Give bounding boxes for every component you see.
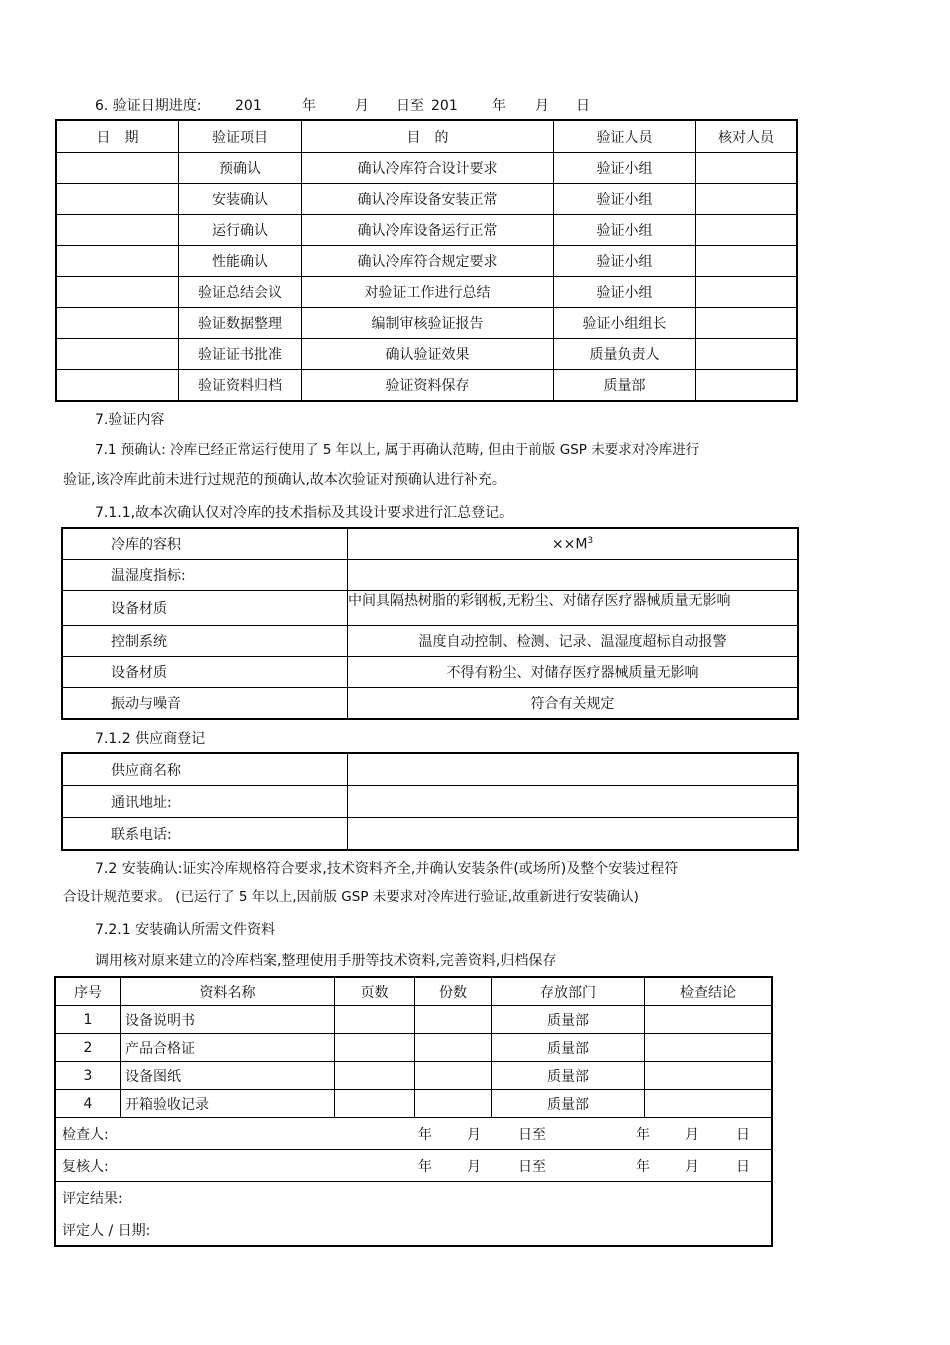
cell-doc-name: 设备说明书: [121, 1006, 335, 1034]
cell-checker: [696, 184, 797, 215]
cell-date: [57, 277, 179, 308]
table-row: [63, 688, 798, 719]
header-dept: 存放部门: [492, 978, 645, 1006]
checker-date-month: 月: [467, 1127, 481, 1143]
header-copies: 份数: [415, 978, 492, 1006]
cell-date: [57, 246, 179, 277]
reviewer-row: [56, 1150, 772, 1182]
cell-purpose: 确认冷库设备运行正常: [302, 215, 554, 246]
cell-item: 安装确认: [179, 184, 302, 215]
documents-table: [55, 977, 772, 1246]
table-row: [63, 657, 798, 688]
cell-pages: [335, 1034, 415, 1062]
header-date: 日 期: [57, 121, 179, 153]
para-7-1-2: 7.1.2 供应商登记: [95, 731, 206, 747]
table-row: [57, 370, 797, 401]
checker-row: [56, 1118, 772, 1150]
header-staff: 验证人员: [554, 121, 696, 153]
spec-label: 设备材质: [63, 591, 348, 626]
supplier-label: 通讯地址:: [63, 786, 348, 818]
table-row: [57, 153, 797, 184]
table-row: [63, 786, 798, 818]
cell-date: [57, 339, 179, 370]
checker-label: 检查人:: [62, 1127, 109, 1143]
para-7-1-line1: 7.1 预确认: 冷库已经正常运行使用了 5 年以上, 属于再确认范畴, 但由于前版 GSP 未要求对冷库进行: [95, 442, 700, 458]
cell-date: [57, 308, 179, 339]
table-row: [63, 626, 798, 657]
evaluation-result-label: 评定结果:: [62, 1191, 123, 1207]
cell-dept: 质量部: [492, 1006, 645, 1034]
supplier-value: [348, 754, 798, 786]
cell-purpose: 确认验证效果: [302, 339, 554, 370]
cell-item: 验证证书批准: [179, 339, 302, 370]
cell-index: 4: [56, 1090, 121, 1118]
reviewer-date-year: 年: [418, 1159, 432, 1175]
table-row: [56, 1090, 772, 1118]
schedule-heading: [95, 96, 590, 116]
reviewer-date-month-2: 月: [685, 1159, 699, 1175]
reviewer-label: 复核人:: [62, 1159, 109, 1175]
header-pages: 页数: [335, 978, 415, 1006]
spec-value: 中间具隔热树脂的彩钢板,无粉尘、对储存医疗器械质量无影响: [348, 591, 798, 626]
header-conclusion: 检查结论: [645, 978, 772, 1006]
checker-date-to: 日至: [518, 1127, 546, 1143]
cell-purpose: 对验证工作进行总结: [302, 277, 554, 308]
cell-checker: [696, 370, 797, 401]
supplier-value: [348, 786, 798, 818]
cell-conclusion: [645, 1062, 772, 1090]
cell-staff: 验证小组组长: [554, 308, 696, 339]
cell-item: 运行确认: [179, 215, 302, 246]
checker-date-year-2: 年: [636, 1127, 650, 1143]
para-7-2-line2: 合设计规范要求。 (已运行了 5 年以上,因前版 GSP 未要求对冷库进行验证,故重新进行安装确认): [63, 889, 639, 905]
cell-purpose: 编制审核验证报告: [302, 308, 554, 339]
para-7-2-1: 7.2.1 安装确认所需文件资料: [95, 922, 276, 938]
table-row: [63, 754, 798, 786]
table-row: [63, 560, 798, 591]
cell-doc-name: 开箱验收记录: [121, 1090, 335, 1118]
cell-index: 3: [56, 1062, 121, 1090]
cell-dept: 质量部: [492, 1034, 645, 1062]
reviewer-date-month: 月: [467, 1159, 481, 1175]
supplier-table: [62, 753, 798, 850]
cell-staff: 验证小组: [554, 153, 696, 184]
date-year-prefix-1: 201: [235, 98, 262, 114]
cell-staff: 质量部: [554, 370, 696, 401]
evaluation-cell: [56, 1182, 772, 1246]
header-checker: 核对人员: [696, 121, 797, 153]
cell-item: 预确认: [179, 153, 302, 184]
spec-label: 冷库的容积: [63, 529, 348, 560]
date-day-to: 日至: [396, 98, 424, 114]
date-year-2: 年: [492, 98, 506, 114]
cell-item: 验证数据整理: [179, 308, 302, 339]
cell-staff: 验证小组: [554, 215, 696, 246]
section-7-heading: 7.验证内容: [95, 412, 165, 428]
table-row: [57, 339, 797, 370]
cell-purpose: 确认冷库设备安装正常: [302, 184, 554, 215]
cell-staff: 质量负责人: [554, 339, 696, 370]
cell-date: [57, 153, 179, 184]
para-7-1-line2: 验证,该冷库此前未进行过规范的预确认,故本次验证对预确认进行补充。: [63, 472, 506, 488]
cell-date: [57, 370, 179, 401]
schedule-heading-label: 6. 验证日期进度:: [95, 98, 202, 114]
cell-item: 验证资料归档: [179, 370, 302, 401]
cell-staff: 验证小组: [554, 184, 696, 215]
cell-staff: 验证小组: [554, 277, 696, 308]
checker-date-year: 年: [418, 1127, 432, 1143]
checker-date-month-2: 月: [685, 1127, 699, 1143]
spec-value: [348, 529, 798, 560]
table-row: [57, 308, 797, 339]
cell-purpose: 确认冷库符合规定要求: [302, 246, 554, 277]
supplier-label: 联系电话:: [63, 818, 348, 850]
table-row: [63, 818, 798, 850]
table-row: [56, 1006, 772, 1034]
cell-copies: [415, 1006, 492, 1034]
cell-dept: 质量部: [492, 1090, 645, 1118]
cell-doc-name: 产品合格证: [121, 1034, 335, 1062]
header-purpose: 目 的: [302, 121, 554, 153]
cell-checker: [696, 215, 797, 246]
date-year-prefix-2: 201: [431, 98, 458, 114]
spec-label: 设备材质: [63, 657, 348, 688]
para-7-1-1: 7.1.1,故本次确认仅对冷库的技术指标及其设计要求进行汇总登记。: [95, 505, 514, 521]
spec-table: [62, 528, 798, 719]
schedule-header-row: [57, 121, 797, 153]
spec-value-sup: 3: [587, 535, 594, 546]
spec-value: [348, 560, 798, 591]
cell-purpose: 验证资料保存: [302, 370, 554, 401]
reviewer-date-to: 日至: [518, 1159, 546, 1175]
date-month-1: 月: [355, 98, 369, 114]
table-row: [56, 1034, 772, 1062]
spec-value-text: ××M: [551, 536, 588, 553]
header-doc-name: 资料名称: [121, 978, 335, 1006]
cell-checker: [696, 246, 797, 277]
cell-checker: [696, 153, 797, 184]
reviewer-date-year-2: 年: [636, 1159, 650, 1175]
cell-staff: 验证小组: [554, 246, 696, 277]
cell-conclusion: [645, 1034, 772, 1062]
date-month-2: 月: [535, 98, 549, 114]
spec-label: 振动与噪音: [63, 688, 348, 719]
schedule-table: [56, 120, 797, 401]
reviewer-date-day-2: 日: [736, 1159, 750, 1175]
supplier-value: [348, 818, 798, 850]
table-row: [63, 529, 798, 560]
reviewer-cell: [56, 1150, 772, 1182]
cell-pages: [335, 1006, 415, 1034]
spec-label: 温湿度指标:: [63, 560, 348, 591]
date-year-1: 年: [302, 98, 316, 114]
cell-conclusion: [645, 1006, 772, 1034]
cell-index: 2: [56, 1034, 121, 1062]
cell-checker: [696, 277, 797, 308]
documents-header-row: [56, 978, 772, 1006]
spec-label: 控制系统: [63, 626, 348, 657]
para-7-2-1-note: 调用核对原来建立的冷库档案,整理使用手册等技术资料,完善资料,归档保存: [95, 953, 557, 969]
cell-purpose: 确认冷库符合设计要求: [302, 153, 554, 184]
table-row: [57, 184, 797, 215]
cell-dept: 质量部: [492, 1062, 645, 1090]
cell-copies: [415, 1090, 492, 1118]
cell-copies: [415, 1062, 492, 1090]
evaluation-row: [56, 1182, 772, 1246]
table-row: [56, 1062, 772, 1090]
table-row: [57, 277, 797, 308]
cell-date: [57, 184, 179, 215]
supplier-label: 供应商名称: [63, 754, 348, 786]
cell-conclusion: [645, 1090, 772, 1118]
checker-cell: [56, 1118, 772, 1150]
table-row: [63, 591, 798, 626]
table-row: [57, 215, 797, 246]
checker-date-day-2: 日: [736, 1127, 750, 1143]
header-item: 验证项目: [179, 121, 302, 153]
cell-checker: [696, 308, 797, 339]
spec-value: 温度自动控制、检测、记录、温湿度超标自动报警: [348, 626, 798, 657]
cell-doc-name: 设备图纸: [121, 1062, 335, 1090]
cell-item: 性能确认: [179, 246, 302, 277]
cell-copies: [415, 1034, 492, 1062]
table-row: [57, 246, 797, 277]
cell-index: 1: [56, 1006, 121, 1034]
cell-date: [57, 215, 179, 246]
cell-pages: [335, 1062, 415, 1090]
spec-value: 符合有关规定: [348, 688, 798, 719]
spec-value: 不得有粉尘、对储存医疗器械质量无影响: [348, 657, 798, 688]
evaluator-label: 评定人 / 日期:: [62, 1223, 151, 1239]
para-7-2-line1: 7.2 安装确认:证实冷库规格符合要求,技术资料齐全,并确认安装条件(或场所)及整个安装过程符: [95, 861, 679, 877]
date-day-2: 日: [576, 98, 590, 114]
cell-pages: [335, 1090, 415, 1118]
header-index: 序号: [56, 978, 121, 1006]
cell-checker: [696, 339, 797, 370]
cell-item: 验证总结会议: [179, 277, 302, 308]
